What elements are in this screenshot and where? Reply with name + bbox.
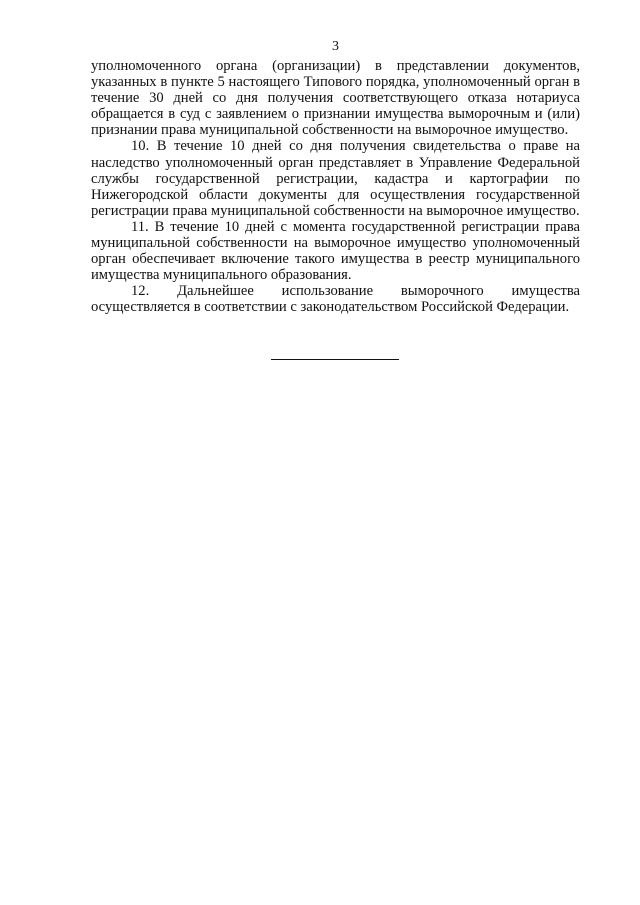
paragraph-11: 11. В течение 10 дней с момента государственной регистрации права муниципальной собственности на выморочное имущество уполномоченный орган обеспечивает включение такого имущества в реестр муниципального имущества муниципального образования. bbox=[91, 218, 580, 284]
page-number: 3 bbox=[332, 39, 339, 54]
paragraph-continuation: уполномоченного органа (организации) в представлении документов, указанных в пункте 5 настоящего Типового порядка, уполномоченный орган в течение 30 дней со дня получения соответствующего отказа нотариуса обращается в суд с заявлением о признании имущества выморочным и (или) признании права муниципальной собственности на выморочное имущество. bbox=[91, 58, 580, 139]
paragraph-10: 10. В течение 10 дней со дня получения свидетельства о праве на наследство уполномоченный орган представляет в Управление Федеральной службы государственной регистрации, кадастра и картографии по Нижегородской области документы для осуществления государственной регистрации права муниципальной собственности на выморочное имущество. bbox=[91, 138, 580, 219]
end-separator-line bbox=[271, 359, 399, 360]
paragraph-12: 12. Дальнейшее использование выморочного имущества осуществляется в соответствии с законодательством Российской Федерации. bbox=[91, 283, 580, 316]
